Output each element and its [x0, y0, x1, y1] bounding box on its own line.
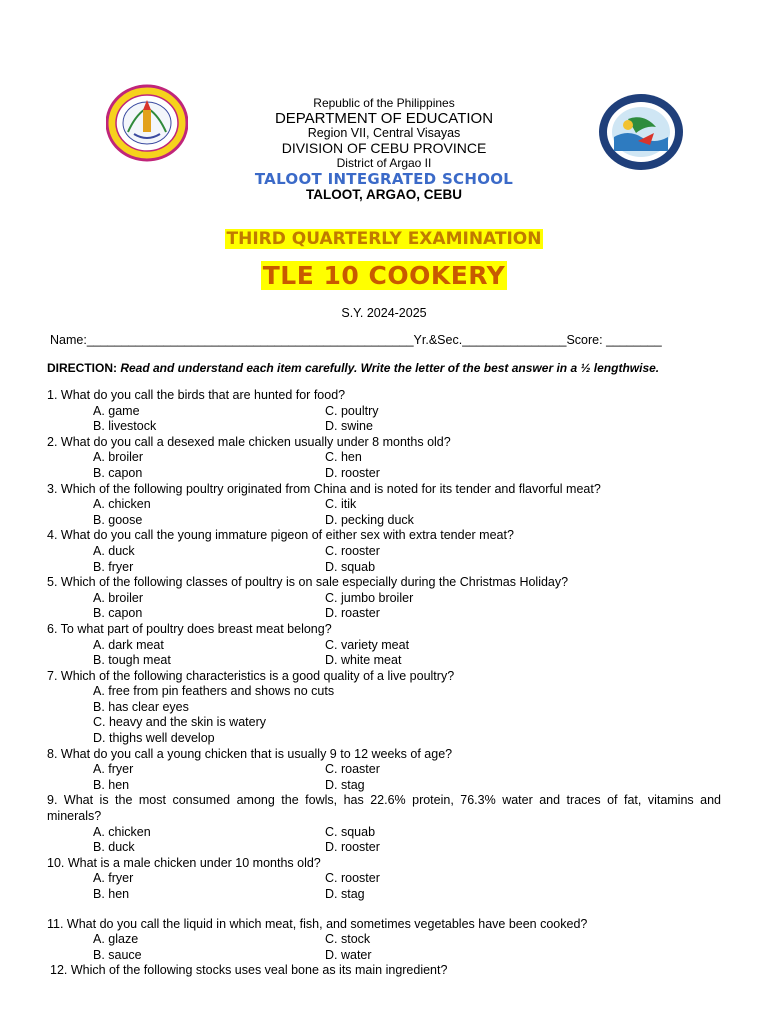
exam-title [0, 229, 768, 249]
question-5 [47, 575, 721, 622]
school-location: TALOOT, ARGAO, CEBU [306, 187, 462, 202]
option-a: A. broiler [93, 590, 144, 605]
option-a: A. free from pin feathers and shows no cuts [93, 684, 335, 699]
option-d: D. swine [325, 419, 373, 434]
option-c: C. variety meat [325, 637, 410, 652]
option-a: A. game [93, 403, 140, 418]
question-12 [47, 963, 721, 979]
question-8 [47, 747, 721, 794]
option-c: C. poultry [325, 403, 379, 418]
question-text: 7. Which of the following characteristics is a good quality of a live poultry? [47, 668, 455, 683]
option-d: D. water [325, 947, 372, 962]
question-text: 3. Which of the following poultry originated from China and is noted for its tender and flavorful meat? [47, 481, 601, 496]
option-a: A. chicken [93, 824, 151, 839]
option-d: D. pecking duck [325, 512, 414, 527]
question-text: 5. Which of the following classes of poultry is on sale especially during the Christmas Holiday? [47, 575, 569, 590]
question-4 [47, 528, 721, 575]
option-a: A. glaze [93, 932, 139, 947]
question-11 [47, 917, 721, 964]
question-text: 2. What do you call a desexed male chicken usually under 8 months old? [47, 434, 451, 449]
direction-text: Read and understand each item carefully. Write the letter of the best answer in a ½ lengthwise. [117, 361, 660, 375]
region-line: Region VII, Central Visayas [307, 126, 461, 140]
question-text: 8. What do you call a young chicken that is usually 9 to 12 weeks of age? [47, 746, 453, 761]
option-c: C. roaster [325, 762, 380, 777]
option-b: B. livestock [93, 419, 157, 434]
school-year: S.Y. 2024-2025 [341, 306, 427, 320]
department-line: DEPARTMENT OF EDUCATION [274, 110, 494, 127]
option-a: A. fryer [93, 762, 134, 777]
direction [47, 361, 659, 375]
question-10 [47, 856, 721, 903]
question-1 [47, 388, 721, 435]
option-b: B. capon [93, 465, 143, 480]
option-c: C. hen [325, 450, 362, 465]
option-a: A. dark meat [93, 637, 164, 652]
question-2 [47, 435, 721, 482]
option-d: D. squab [325, 559, 376, 574]
option-b: B. tough meat [93, 653, 171, 668]
name-section-score-line: Name:_______________________________________________Yr.&Sec._______________Score: ________ [50, 333, 662, 347]
option-c: C. stock [325, 932, 371, 947]
question-3 [47, 482, 721, 529]
option-b: B. hen [93, 777, 130, 792]
question-6 [47, 622, 721, 669]
question-7 [47, 669, 721, 747]
option-d: D. roaster [325, 606, 380, 621]
question-text: 9. What is the most consumed among the fowls, has 22.6% protein, 76.3% water and traces of fat, vitamins and minerals? [47, 793, 721, 824]
option-a: A. broiler [93, 450, 144, 465]
question-text: 4. What do you call the young immature pigeon of either sex with extra tender meat? [47, 528, 514, 543]
option-d: D. white meat [325, 653, 402, 668]
question-text: 10. What is a male chicken under 10 months old? [47, 855, 321, 870]
option-a: A. chicken [93, 497, 151, 512]
republic-line: Republic of the Philippines [313, 96, 455, 110]
option-d: D. thighs well develop [93, 731, 215, 746]
option-d: D. stag [325, 887, 365, 901]
option-d: D. rooster [325, 465, 380, 480]
question-text: 12. Which of the following stocks uses veal bone as its main ingredient? [50, 963, 448, 978]
option-a: A. fryer [93, 871, 134, 886]
option-c: C. jumbo broiler [325, 590, 414, 605]
exam-title-text: THIRD QUARTERLY EXAMINATION [226, 229, 542, 249]
questions-list [47, 388, 721, 979]
option-c: C. rooster [325, 543, 380, 558]
question-text: 6. To what part of poultry does breast meat belong? [47, 621, 332, 636]
option-b: B. fryer [93, 559, 134, 574]
option-c: C. itik [325, 497, 357, 512]
direction-label: DIRECTION: [47, 361, 117, 375]
subject-title [0, 261, 768, 290]
question-text: 1. What do you call the birds that are hunted for food? [47, 388, 346, 402]
option-b: B. duck [93, 840, 135, 855]
option-b: B. capon [93, 606, 143, 621]
option-c: C. rooster [325, 871, 380, 886]
option-c: C. squab [325, 824, 376, 839]
subject-title-text: TLE 10 COOKERY [262, 261, 506, 290]
option-b: B. sauce [93, 947, 142, 962]
option-d: D. stag [325, 777, 365, 792]
option-c: C. heavy and the skin is watery [93, 715, 266, 730]
question-9 [47, 793, 721, 855]
school-name: TALOOT INTEGRATED SCHOOL [254, 170, 514, 188]
option-a: A. duck [93, 543, 135, 558]
option-b: B. hen [93, 887, 130, 901]
question-text: 11. What do you call the liquid in which meat, fish, and sometimes vegetables have been cooked? [47, 916, 588, 931]
division-line: DIVISION OF CEBU PROVINCE [281, 140, 487, 156]
option-b: B. has clear eyes [93, 699, 189, 714]
district-line: District of Argao II [336, 156, 432, 170]
option-d: D. rooster [325, 840, 380, 855]
option-b: B. goose [93, 512, 143, 527]
